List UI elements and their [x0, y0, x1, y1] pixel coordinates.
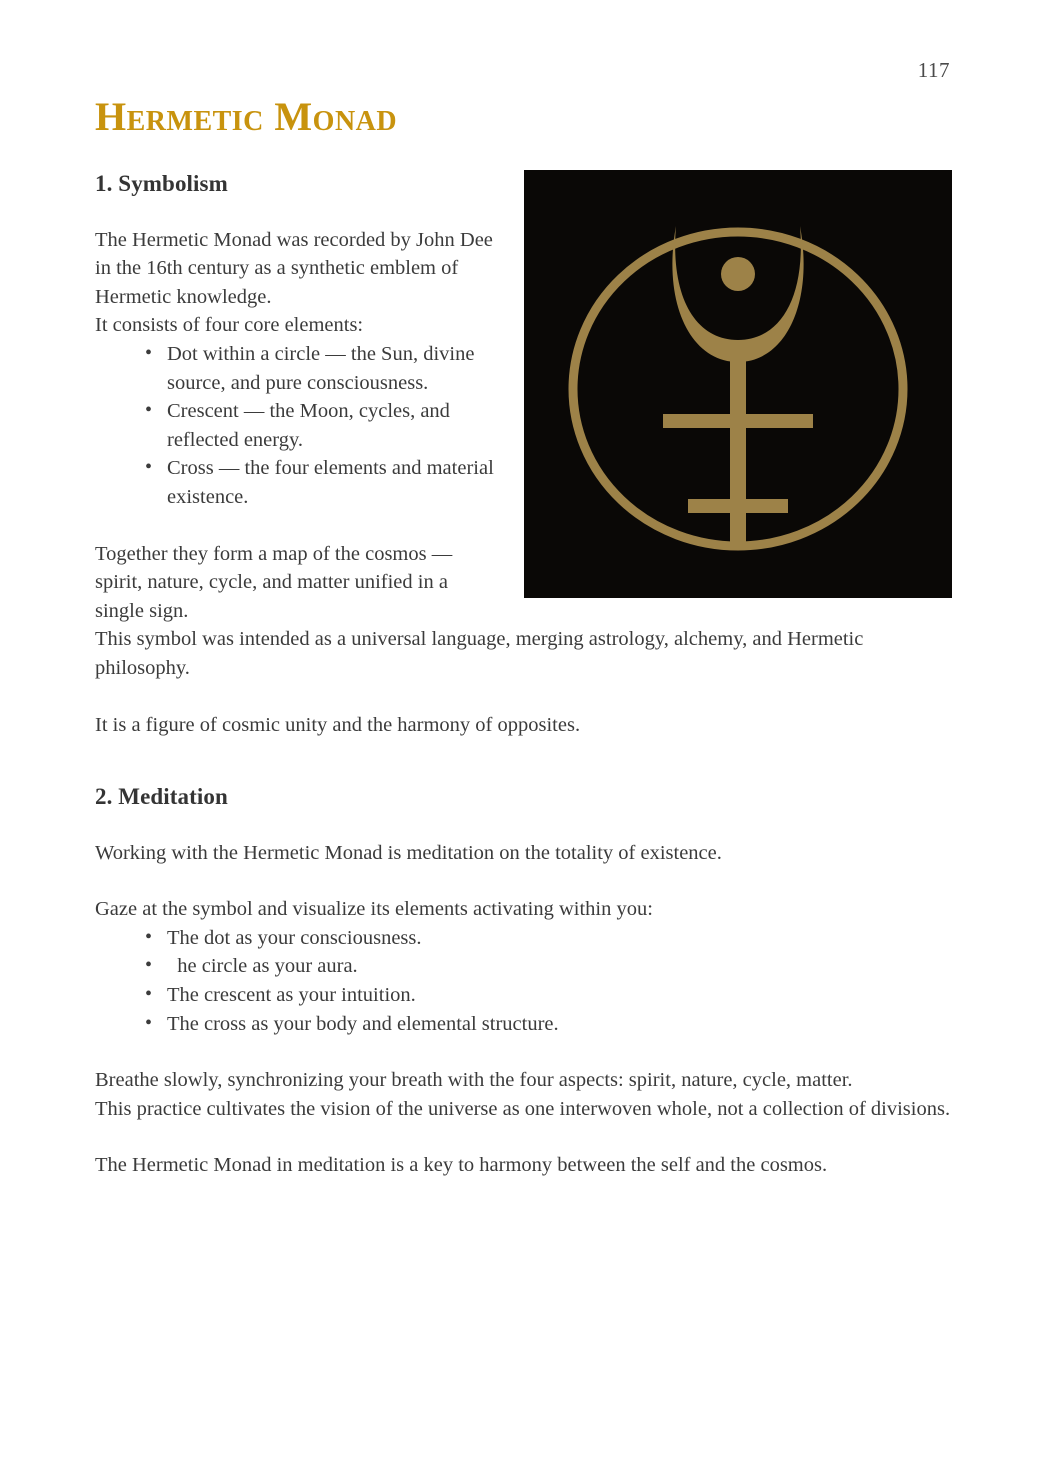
paragraph-meditation-intro-1: Working with the Hermetic Monad is meditation on the totality of existence.: [95, 841, 722, 864]
paragraph-symbolism-intro-1: The Hermetic Monad was recorded by John Dee in the 16th century as a synthetic emblem of Hermetic knowledge.: [95, 228, 493, 308]
section-heading-meditation: 2. Meditation: [95, 784, 228, 810]
paragraph-symbolism-after-3: It is a figure of cosmic unity and the harmony of opposites.: [95, 713, 581, 736]
bullet-list-core-elements: [95, 340, 952, 512]
page-title: Hermetic Monad: [95, 94, 398, 139]
paragraph-symbolism-intro-2: It consists of four core elements:: [95, 314, 364, 337]
list-item: • The dot as your consciousness.: [145, 924, 952, 953]
paragraph-meditation-intro-2: Gaze at the symbol and visualize its elements activating within you:: [95, 898, 653, 921]
list-item: • Dot within a circle — the Sun, divine source, and pure consciousness.: [145, 340, 952, 397]
paragraph-meditation-after-1: Breathe slowly, synchronizing your breath with the four aspects: spirit, nature, cycle, matter.: [95, 1069, 853, 1092]
page-number: 117: [917, 58, 950, 82]
section-heading-symbolism: 1. Symbolism: [95, 171, 228, 196]
paragraph-symbolism-after-1: Together they form a map of the cosmos — spirit, nature, cycle, and matter unified in a single sign.: [95, 542, 453, 622]
bullet-list-visualization: [95, 924, 952, 1038]
list-item: • Crescent — the Moon, cycles, and reflected energy.: [145, 397, 952, 454]
paragraph-meditation-after-2: This practice cultivates the vision of the universe as one interwoven whole, not a collection of divisions.: [95, 1097, 951, 1120]
list-item: • The cross as your body and elemental structure.: [145, 1010, 952, 1039]
list-item: • The crescent as your intuition.: [145, 981, 952, 1010]
list-item: • he circle as your aura.: [145, 952, 952, 981]
paragraph-symbolism-after-2: This symbol was intended as a universal language, merging astrology, alchemy, and Hermetic philosophy.: [95, 628, 864, 679]
paragraph-meditation-after-3: The Hermetic Monad in meditation is a key to harmony between the self and the cosmos.: [95, 1154, 828, 1177]
list-item: • Cross — the four elements and material existence.: [145, 454, 952, 511]
page-content: [95, 170, 952, 1180]
